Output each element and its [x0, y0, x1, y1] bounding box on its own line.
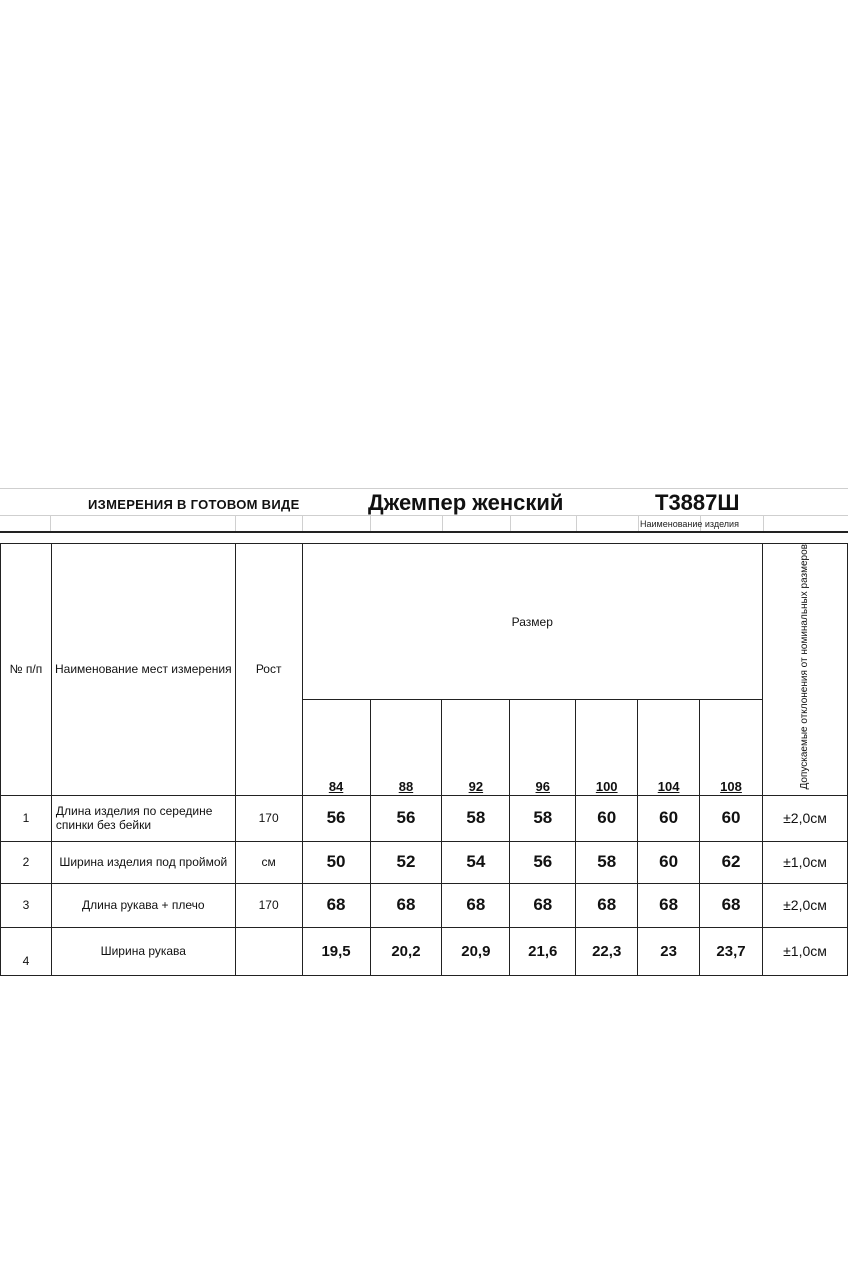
row-number: 2 [1, 841, 52, 883]
size-value: 21,6 [510, 927, 576, 975]
size-value: 20,9 [442, 927, 510, 975]
tolerance-value: ±2,0см [762, 883, 847, 927]
size-value: 68 [442, 883, 510, 927]
row-number [1, 927, 52, 975]
measurements-caption: ИЗМЕРЕНИЯ В ГОТОВОМ ВИДЕ [88, 497, 300, 512]
size-value: 68 [302, 883, 370, 927]
tolerance-value: ±2,0см [762, 795, 847, 841]
size-value: 50 [302, 841, 370, 883]
size-value: 58 [510, 795, 576, 841]
size-value: 56 [510, 841, 576, 883]
spacer-row [0, 515, 848, 533]
size-108: 108 [700, 700, 763, 795]
size-value: 23,7 [700, 927, 763, 975]
size-value: 68 [510, 883, 576, 927]
size-value: 60 [638, 795, 700, 841]
size-value: 58 [576, 841, 638, 883]
measurement-name: Длина изделия по середине спинки без бейки [51, 795, 235, 841]
size-value: 60 [700, 795, 763, 841]
column-header-tolerance [762, 544, 847, 796]
size-92: 92 [442, 700, 510, 795]
size-value: 58 [442, 795, 510, 841]
measurement-name: Ширина изделия под проймой [51, 841, 235, 883]
table-row [1, 883, 848, 927]
size-value: 60 [576, 795, 638, 841]
height-value: 170 [235, 795, 302, 841]
article-number: Т3887Ш [655, 490, 740, 515]
height-value [235, 927, 302, 975]
measurement-name: Ширина рукава [51, 927, 235, 975]
size-value: 60 [638, 841, 700, 883]
column-header-size: Размер [302, 544, 762, 700]
size-value: 23 [638, 927, 700, 975]
size-value: 56 [302, 795, 370, 841]
size-value: 52 [370, 841, 442, 883]
tolerance-value: ±1,0см [762, 927, 847, 975]
measurements-table [0, 543, 848, 976]
size-chart-sheet [0, 488, 848, 969]
size-value: 68 [576, 883, 638, 927]
size-100: 100 [576, 700, 638, 795]
size-value: 68 [638, 883, 700, 927]
column-header-number: № п/п [1, 544, 52, 796]
tolerance-label: Допускаемые отклонения от номинальных размеров [799, 544, 811, 790]
column-header-measurement: Наименование мест измерения [51, 544, 235, 796]
row-number: 3 [1, 883, 52, 927]
header-row [1, 544, 848, 700]
size-value: 62 [700, 841, 763, 883]
product-naming-label: Наименование изделия [640, 519, 739, 529]
table-row [1, 795, 848, 841]
table-row [1, 841, 848, 883]
row-number: 1 [1, 795, 52, 841]
size-104: 104 [638, 700, 700, 795]
column-header-height: Рост [235, 544, 302, 796]
size-value: 22,3 [576, 927, 638, 975]
size-96: 96 [510, 700, 576, 795]
title-bar [0, 488, 848, 516]
size-value: 68 [370, 883, 442, 927]
product-name: Джемпер женский [368, 490, 564, 515]
size-88: 88 [370, 700, 442, 795]
size-value: 68 [700, 883, 763, 927]
size-84: 84 [302, 700, 370, 795]
size-value: 20,2 [370, 927, 442, 975]
height-value: см [235, 841, 302, 883]
table-row [1, 927, 848, 975]
height-value: 170 [235, 883, 302, 927]
size-value: 56 [370, 795, 442, 841]
row-number-text: 4 [22, 954, 30, 969]
measurement-name: Длина рукава + плечо [51, 883, 235, 927]
tolerance-value: ±1,0см [762, 841, 847, 883]
size-value: 54 [442, 841, 510, 883]
size-value: 19,5 [302, 927, 370, 975]
